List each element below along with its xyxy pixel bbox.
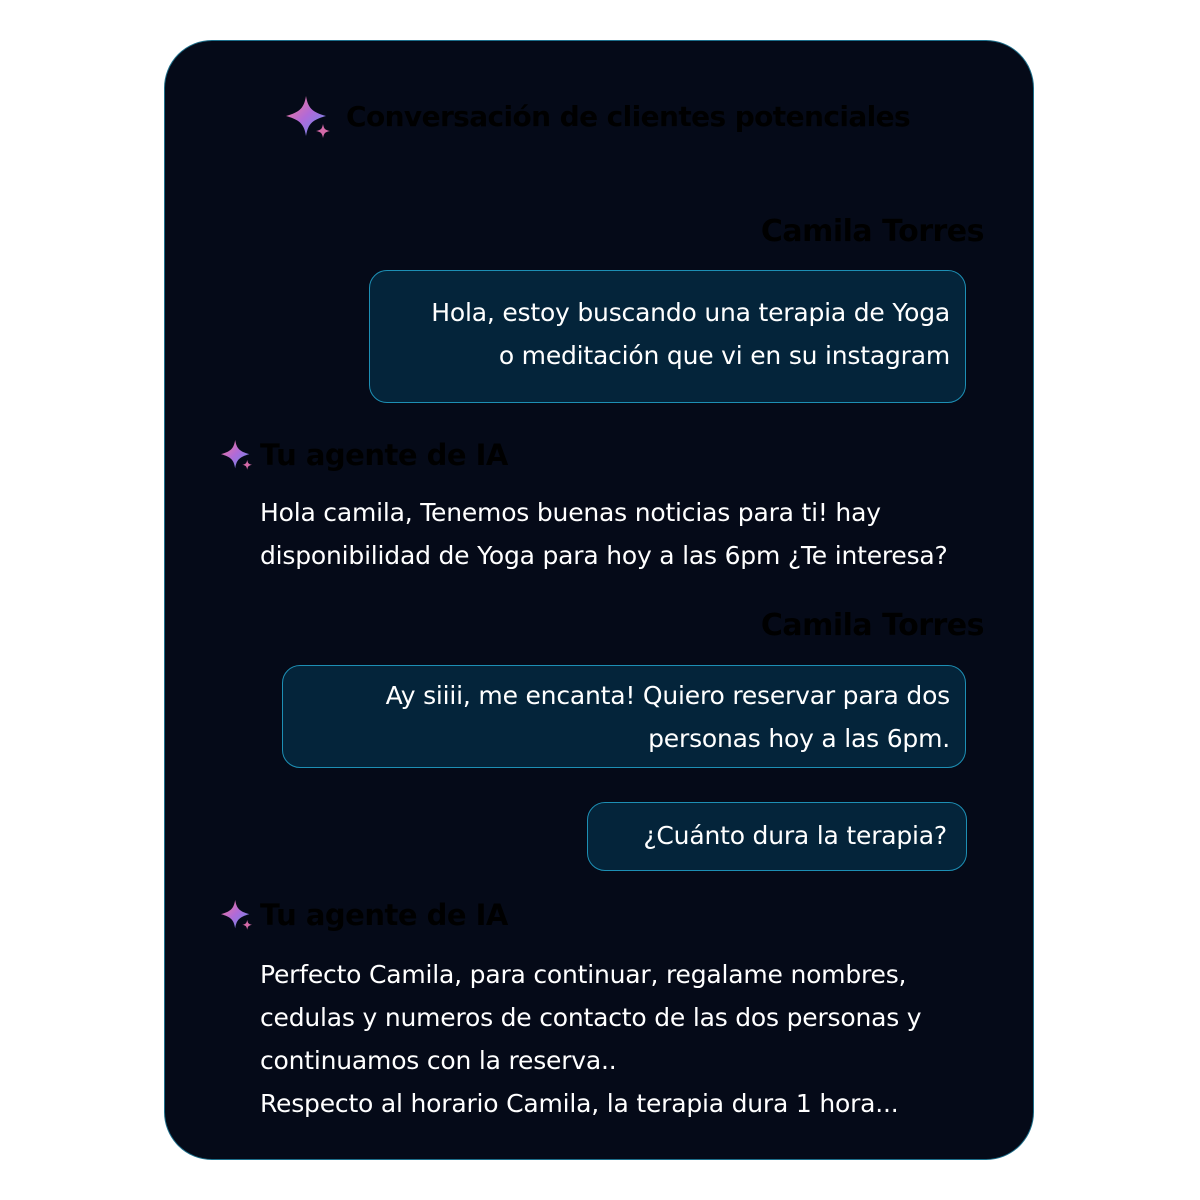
agent-message xyxy=(260,491,948,577)
sparkle-icon xyxy=(221,900,255,934)
message-line: continuamos con la reserva.. xyxy=(260,1046,617,1075)
message-line: personas hoy a las 6pm. xyxy=(648,724,950,753)
message-line: Perfecto Camila, para continuar, regalame nombres, xyxy=(260,960,907,989)
message-line: disponibilidad de Yoga para hoy a las 6pm ¿Te interesa? xyxy=(260,541,948,570)
agent-message xyxy=(260,953,921,1125)
message-line: Hola, estoy buscando una terapia de Yoga xyxy=(431,298,950,327)
message-line: cedulas y numeros de contacto de las dos personas y xyxy=(260,1003,922,1032)
user-message-bubble xyxy=(587,802,967,871)
page-title: Conversación de clientes potenciales xyxy=(346,100,911,133)
user-message-bubble xyxy=(282,665,966,768)
user-message-bubble xyxy=(369,270,966,403)
message-line: ¿Cuánto dura la terapia? xyxy=(643,821,947,850)
sparkle-icon xyxy=(286,96,334,144)
agent-name: Tu agente de IA xyxy=(260,438,508,472)
message-line: Hola camila, Tenemos buenas noticias para ti! hay xyxy=(260,498,881,527)
message-line: o meditación que vi en su instagram xyxy=(498,341,950,370)
message-line: Ay siiii, me encanta! Quiero reservar para dos xyxy=(385,681,950,710)
message-line: Respecto al horario Camila, la terapia dura 1 hora... xyxy=(260,1089,899,1118)
sparkle-icon xyxy=(221,440,255,474)
agent-name: Tu agente de IA xyxy=(260,898,508,932)
sender-name: Camila Torres xyxy=(760,608,984,643)
sender-name: Camila Torres xyxy=(760,214,984,249)
